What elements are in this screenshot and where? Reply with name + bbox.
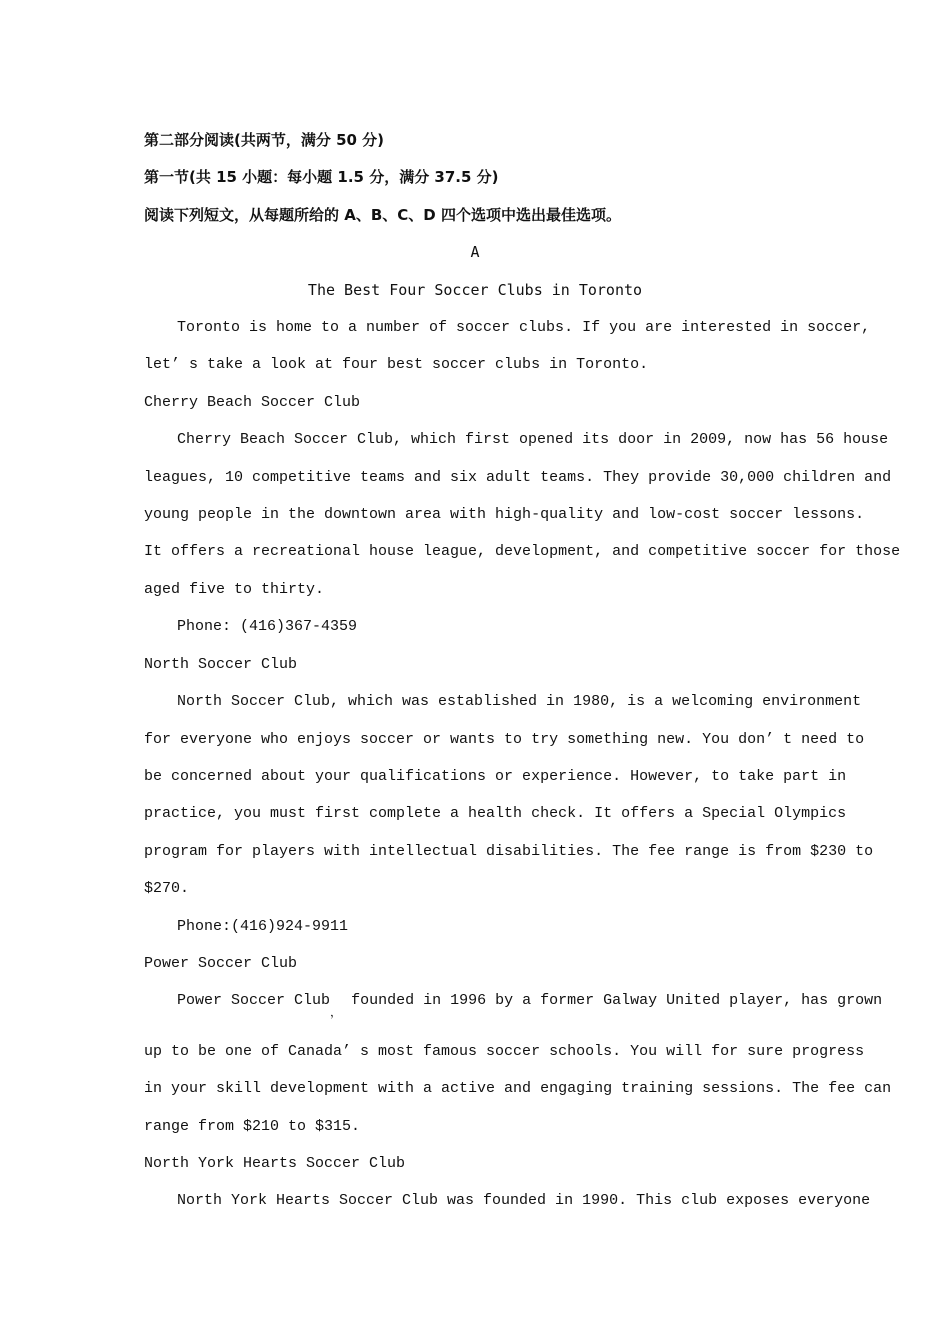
section-title: 第一节(共 15 小题：每小题 1.5 分，满分 37.5 分) xyxy=(144,168,499,187)
spacer xyxy=(144,1021,806,1033)
power-line-rest: founded in 1996 by a former Galway United player, has grown xyxy=(351,992,883,1010)
paragraph-line: North Soccer Club, which was established in 1980, is a welcoming environment xyxy=(177,693,862,711)
power-line-start: Power Soccer Club xyxy=(177,992,331,1010)
paragraph-line: for everyone who enjoys soccer or wants to try something new. You don’ t need to xyxy=(144,730,865,748)
paragraph-line: up to be one of Canada’ s most famous soccer schools. You will for sure progress xyxy=(144,1042,865,1060)
paragraph-line: range from $210 to $315. xyxy=(144,1117,361,1135)
instruction: 阅读下列短文，从每题所给的 A、B、C、D 四个选项中选出最佳选项。 xyxy=(144,205,621,224)
paragraph-line: young people in the downtown area with high-quality and low-cost soccer lessons. xyxy=(144,506,865,524)
paragraph-line: practice, you must first complete a health check. It offers a Special Olympics xyxy=(144,805,847,823)
paragraph-line: program for players with intellectual disabilities. The fee range is from $230 to xyxy=(144,842,874,860)
intro-paragraph xyxy=(144,309,871,384)
power-line-comma: ， xyxy=(330,1006,343,1021)
document-content xyxy=(144,122,901,1220)
club-paragraph-north xyxy=(144,683,874,907)
paragraph-line: $270. xyxy=(144,880,190,898)
paragraph-line: be concerned about your qualifications or experience. However, to take part in xyxy=(144,767,847,785)
club-heading-north: North Soccer Club xyxy=(144,655,298,673)
paragraph-line: in your skill development with a active and engaging training sessions. The fee can xyxy=(144,1080,892,1098)
club-heading-north-york-hearts: North York Hearts Soccer Club xyxy=(144,1154,406,1172)
paragraph-line: let’ s take a look at four best soccer clubs in Toronto. xyxy=(144,356,649,374)
passage-title: The Best Four Soccer Clubs in Toronto xyxy=(307,280,643,299)
club-paragraph-north-york-hearts xyxy=(144,1182,871,1219)
club-heading-power: Power Soccer Club xyxy=(144,954,298,972)
paragraph-line: leagues, 10 competitive teams and six adult teams. They provide 30,000 children and xyxy=(144,468,892,486)
paragraph-line: North York Hearts Soccer Club was founded in 1990. This club exposes everyone xyxy=(177,1192,871,1210)
phone-cherry-beach: Phone: (416)367-4359 xyxy=(177,618,358,636)
paragraph-line xyxy=(144,982,883,1021)
paragraph-line: It offers a recreational house league, development, and competitive soccer for those xyxy=(144,543,901,561)
paragraph-line: Toronto is home to a number of soccer clubs. If you are interested in soccer, xyxy=(177,319,871,337)
passage-label: A xyxy=(470,243,480,262)
phone-north: Phone:(416)924-9911 xyxy=(177,917,349,935)
paragraph-line: aged five to thirty. xyxy=(144,580,325,598)
club-paragraph-power xyxy=(144,982,892,1145)
club-heading-cherry-beach: Cherry Beach Soccer Club xyxy=(144,393,361,411)
club-paragraph-cherry-beach xyxy=(144,421,901,608)
part-title: 第二部分阅读(共两节，满分 50 分) xyxy=(144,131,385,149)
paragraph-line: Cherry Beach Soccer Club, which first opened its door in 2009, now has 56 house xyxy=(177,431,889,449)
